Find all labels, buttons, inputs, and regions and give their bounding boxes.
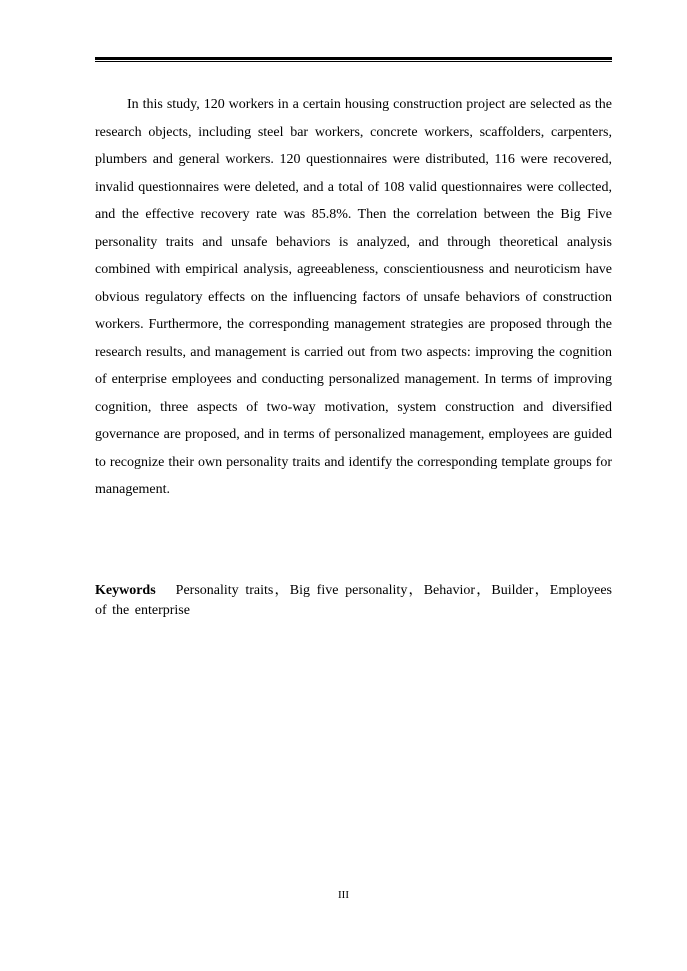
keywords-text: Personality traits，Big five personality，Behavior，Builder，Employees of the enterprise <box>95 583 612 618</box>
page-number: III <box>338 889 349 901</box>
abstract-paragraph: In this study, 120 workers in a certain housing construction project are selected as the research objects, including steel bar workers, concrete workers, scaffolders, carpenters, plumbers and general workers. 120 questionnaires were distributed, 116 were recovered, invalid questionnaires were deleted, and a total of 108 valid questionnaires were collected, and the effective recovery rate was 85.8%. Then the correlation between the Big Five personality traits and unsafe behaviors is analyzed, and through theoretical analysis combined with empirical analysis, agreeableness, conscientiousness and neuroticism have obvious regulatory effects on the influencing factors of unsafe behaviors of construction workers. Furthermore, the corresponding management strategies are proposed through the research results, and management is carried out from two aspects: improving the cognition of enterprise employees and conducting personalized management. In terms of improving cognition, three aspects of two-way motivation, system construction and diversified governance are proposed, and in terms of personalized management, employees are guided to recognize their own personality traits and identify the corresponding template groups for management. <box>95 97 612 497</box>
keywords-label: Keywords <box>95 583 156 598</box>
header-rule-thick <box>95 57 612 60</box>
header-rule-thin <box>95 61 612 62</box>
keywords-line <box>95 581 612 621</box>
